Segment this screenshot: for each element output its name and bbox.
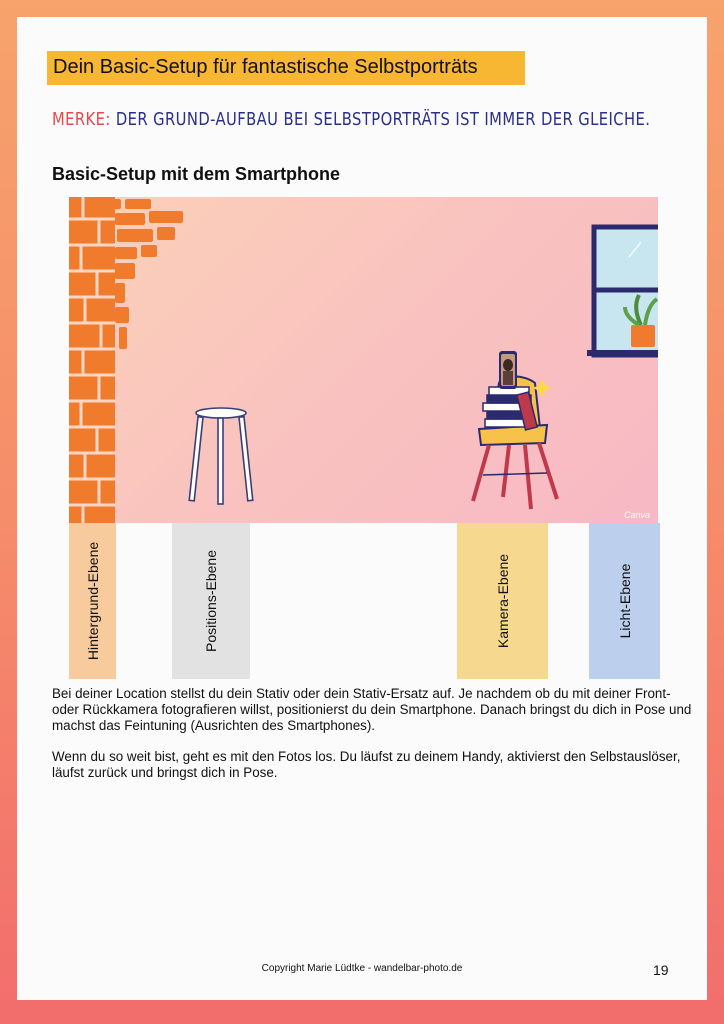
layer-label: Positions-Ebene [203,550,219,652]
footer-copyright: Copyright Marie Lüdtke - wandelbar-photo.de [261,963,463,974]
layer-position [172,523,250,679]
stool [189,408,253,504]
canva-watermark: Canva [623,510,650,520]
page-title: Dein Basic-Setup für fantastische Selbstporträts [53,56,478,78]
setup-illustration [69,197,658,523]
body-paragraph-2: Wenn du so weit bist, geht es mit den Fotos los. Du läufst zu deinem Handy, aktivierst den Selbstauslöser, läufst zurück und bringst dich in Pose. [52,749,681,780]
note-text: DER GRUND-AUFBAU BEI SELBSTPORTRÄTS IST IMMER DER GLEICHE. [115,109,651,130]
note-line [52,109,650,130]
layer-background [69,523,116,679]
section-heading: Basic-Setup mit dem Smartphone [52,164,341,184]
book-stack [483,387,537,430]
layer-camera [457,523,548,679]
note-label: MERKE: [52,109,111,130]
layer-label: Licht-Ebene [616,563,633,639]
smartphone [499,351,517,389]
layer-label: Hintergrund-Ebene [84,541,101,661]
room-svg [69,197,658,523]
body-paragraph-1: Bei deiner Location stellst du dein Stativ oder dein Stativ-Ersatz auf. Je nachdem ob du mit deiner Front- oder Rückkamera fotografieren willst, positionierst du dein Smartphone. Danach bringst du dich in Pose und machst das Feintuning (Ausrichten des Smartphones). [52,686,692,733]
page [17,17,707,1000]
layer-light [589,523,660,679]
layer-label: Kamera-Ebene [494,553,511,649]
page-number: 19 [653,962,669,978]
